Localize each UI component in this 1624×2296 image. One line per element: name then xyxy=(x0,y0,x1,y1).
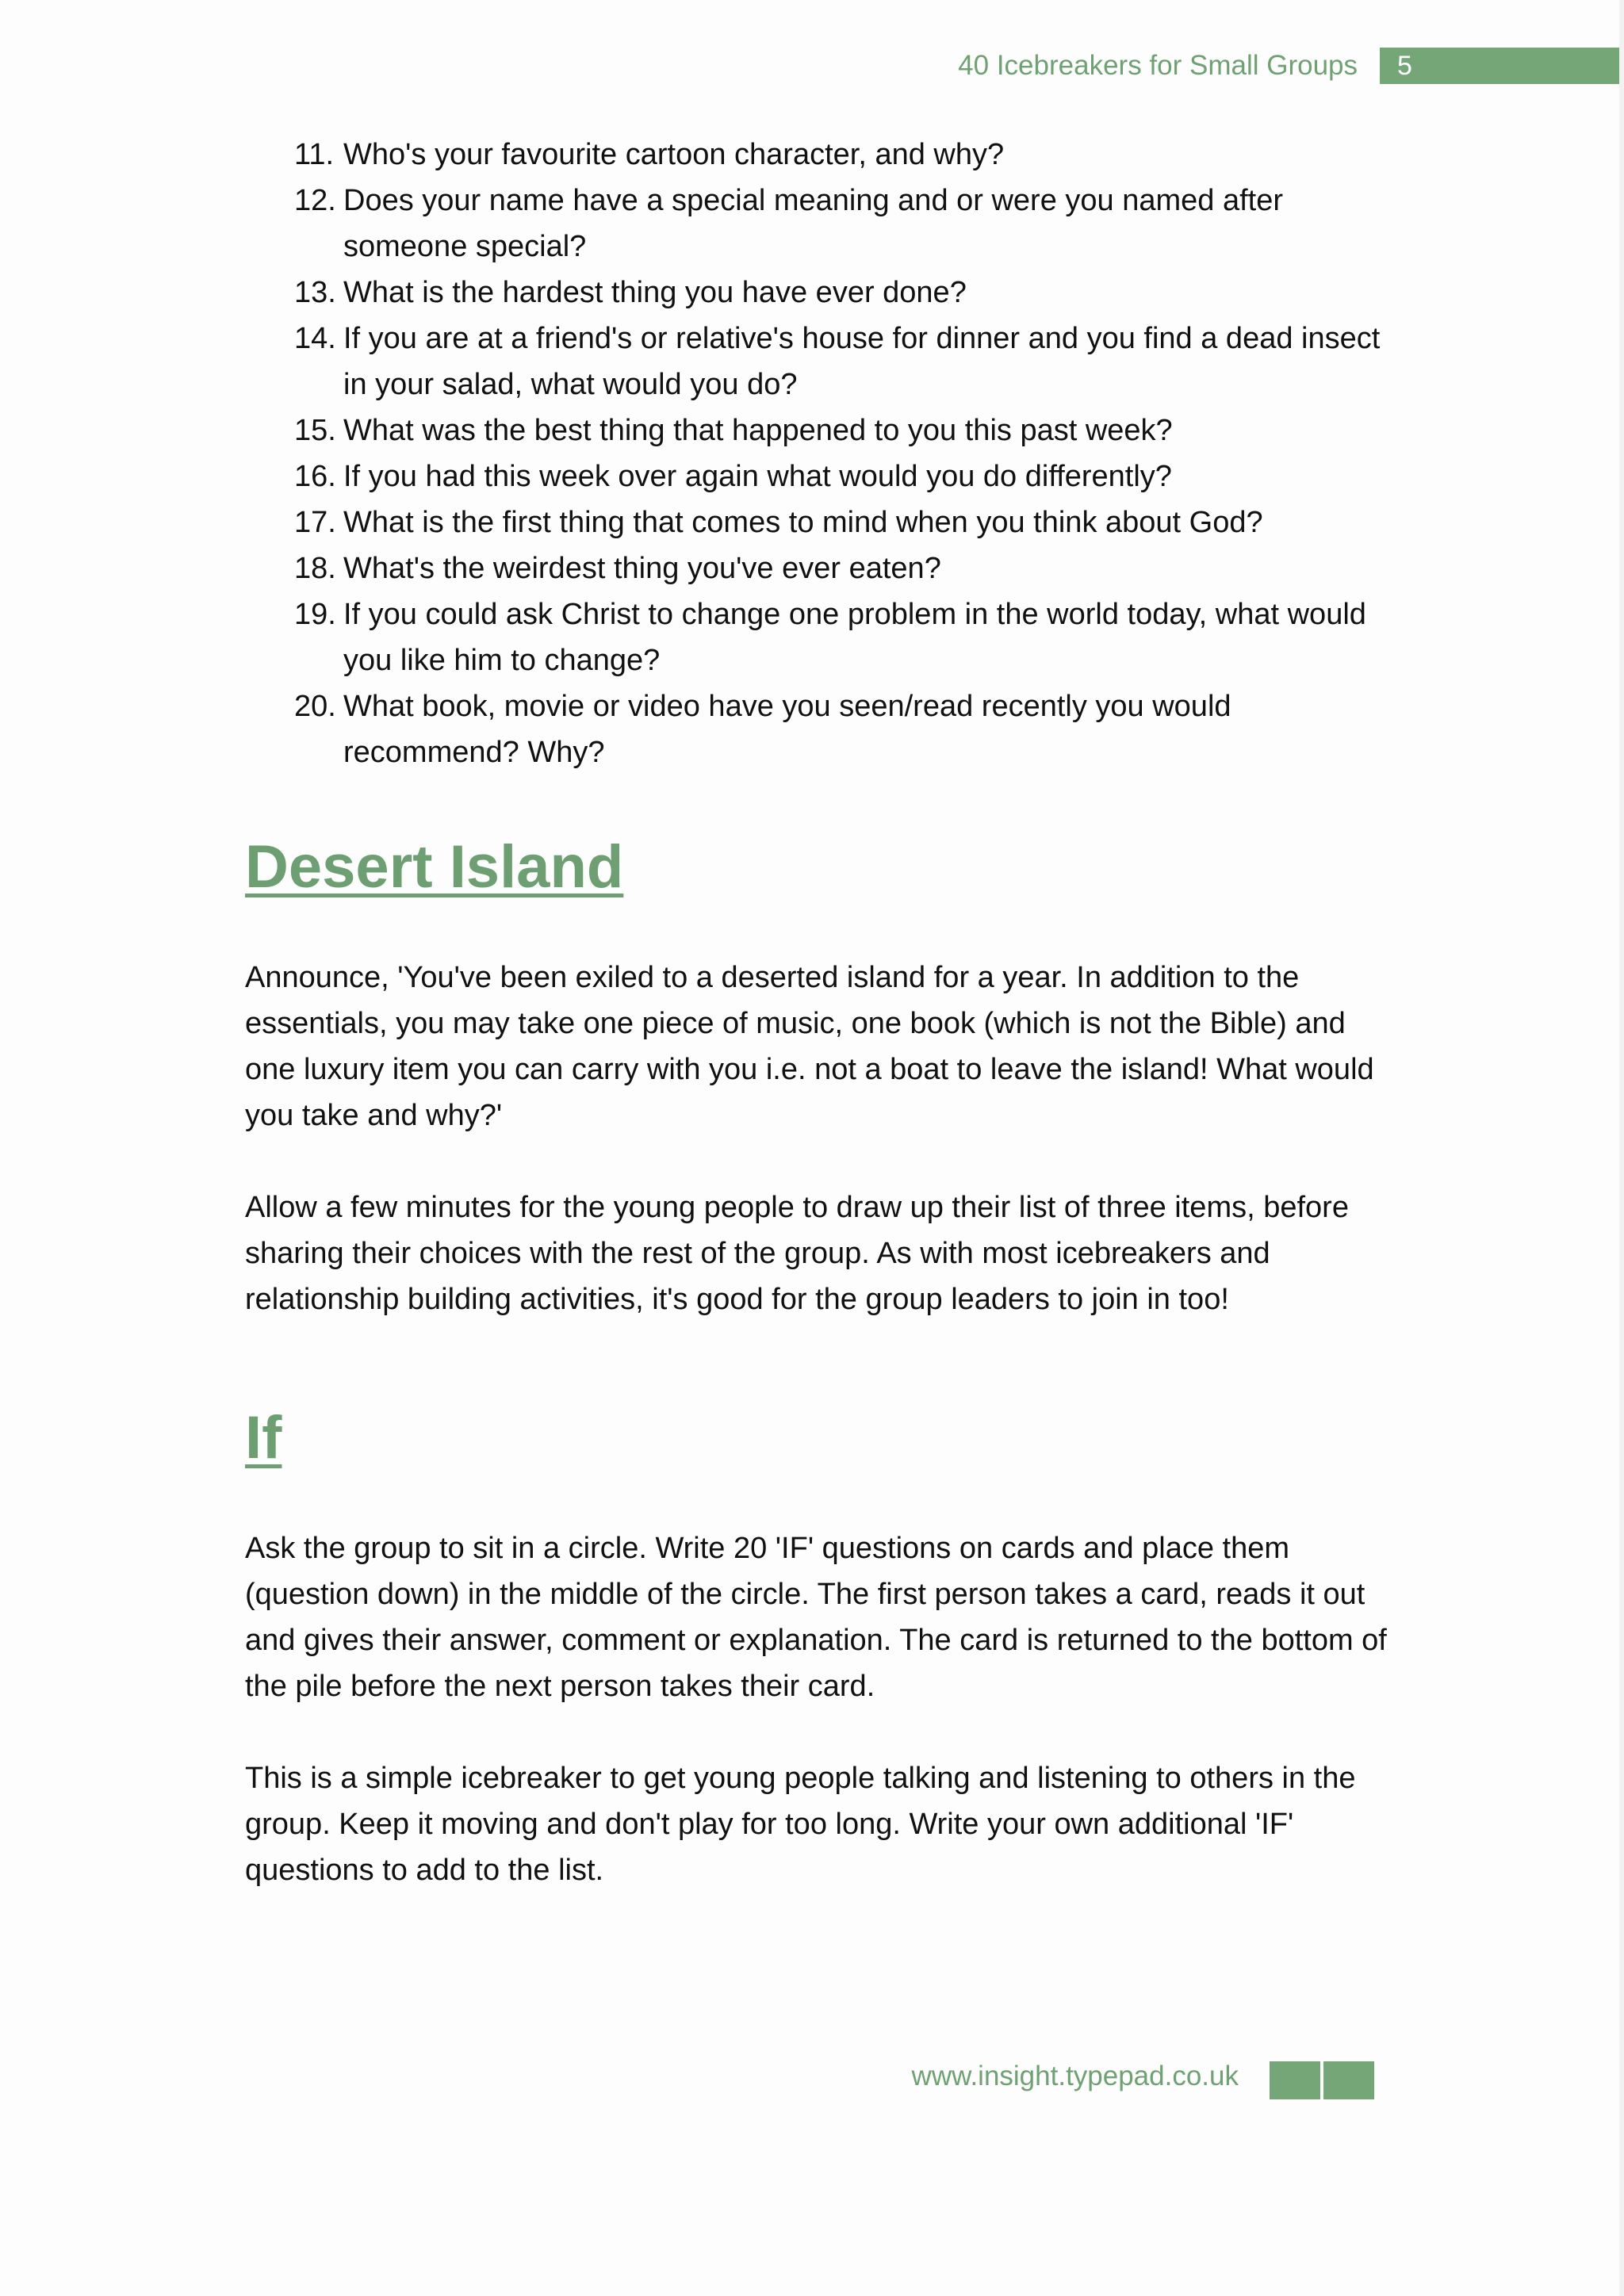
list-item-number: 13. xyxy=(294,276,336,309)
list-item xyxy=(245,408,1395,453)
list-item-text: If you are at a friend's or relative's house for dinner and you find a dead insect in your salad, what would you do? xyxy=(343,322,1381,401)
list-item-text: What's the weirdest thing you've ever eaten? xyxy=(343,552,941,585)
list-item-text: What is the hardest thing you have ever done? xyxy=(343,276,967,309)
list-item xyxy=(245,591,1395,683)
list-item-number: 17. xyxy=(294,506,336,539)
list-item xyxy=(245,683,1395,775)
desert-island-heading: Desert Island xyxy=(245,833,624,901)
list-item-number: 18. xyxy=(294,552,336,585)
list-item-number: 20. xyxy=(294,690,336,723)
page-number: 5 xyxy=(1397,51,1412,81)
list-item-number: 12. xyxy=(294,184,336,217)
list-item-text: If you could ask Christ to change one problem in the world today, what would you like him to change? xyxy=(343,598,1366,677)
question-list xyxy=(245,132,1395,775)
page-content xyxy=(245,132,1395,1893)
desert-island-paragraph-1: Announce, 'You've been exiled to a deserted island for a year. In addition to the essentials, you may take one piece of music, one book (which is not the Bible) and one luxury item you can carry with you i.e. not a boat to leave the island! What would you take and why?' xyxy=(245,961,1374,1132)
page-number-bar xyxy=(1380,48,1624,84)
if-paragraph-2: This is a simple icebreaker to get young people talking and listening to others in the group. Keep it moving and don't play for too long. Write your own additional 'IF' questions to add to the list. xyxy=(245,1762,1356,1887)
list-item xyxy=(245,178,1395,270)
list-item-number: 16. xyxy=(294,460,336,493)
list-item xyxy=(245,499,1395,545)
list-item-number: 11. xyxy=(294,138,335,171)
list-item-text: What book, movie or video have you seen/read recently you would recommend? Why? xyxy=(343,690,1231,769)
list-item-number: 15. xyxy=(294,414,336,447)
document-title: 40 Icebreakers for Small Groups xyxy=(958,50,1358,81)
list-item xyxy=(245,545,1395,591)
list-item-text: What was the best thing that happened to you this past week? xyxy=(343,414,1173,447)
list-item-text: What is the first thing that comes to mind when you think about God? xyxy=(343,506,1263,539)
list-item xyxy=(245,316,1395,408)
list-item xyxy=(245,132,1395,178)
list-item-text: Does your name have a special meaning and or were you named after someone special? xyxy=(343,184,1284,263)
page-edge-shadow xyxy=(1619,0,1624,2296)
list-item-text: Who's your favourite cartoon character, and why? xyxy=(343,138,1005,171)
page-header xyxy=(0,46,1624,86)
list-item-number: 19. xyxy=(294,598,336,631)
footer-accent-block xyxy=(1323,2061,1374,2099)
footer-url: www.insight.typepad.co.uk xyxy=(911,2061,1239,2091)
list-item-number: 14. xyxy=(294,322,336,355)
list-item-text: If you had this week over again what would you do differently? xyxy=(343,460,1172,493)
if-paragraph-1: Ask the group to sit in a circle. Write 20 'IF' questions on cards and place them (question down) in the middle of the circle. The first person takes a card, reads it out and gives their answer, comment or explanation. The card is returned to the bottom of the pile before the next person takes their card. xyxy=(245,1532,1387,1703)
if-heading: If xyxy=(245,1404,282,1471)
footer-accent-block xyxy=(1270,2061,1320,2099)
list-item xyxy=(245,270,1395,316)
desert-island-paragraph-2: Allow a few minutes for the young people to draw up their list of three items, before sharing their choices with the rest of the group. As with most icebreakers and relationship building activities, it's good for the group leaders to join in too! xyxy=(245,1191,1349,1316)
list-item xyxy=(245,453,1395,499)
